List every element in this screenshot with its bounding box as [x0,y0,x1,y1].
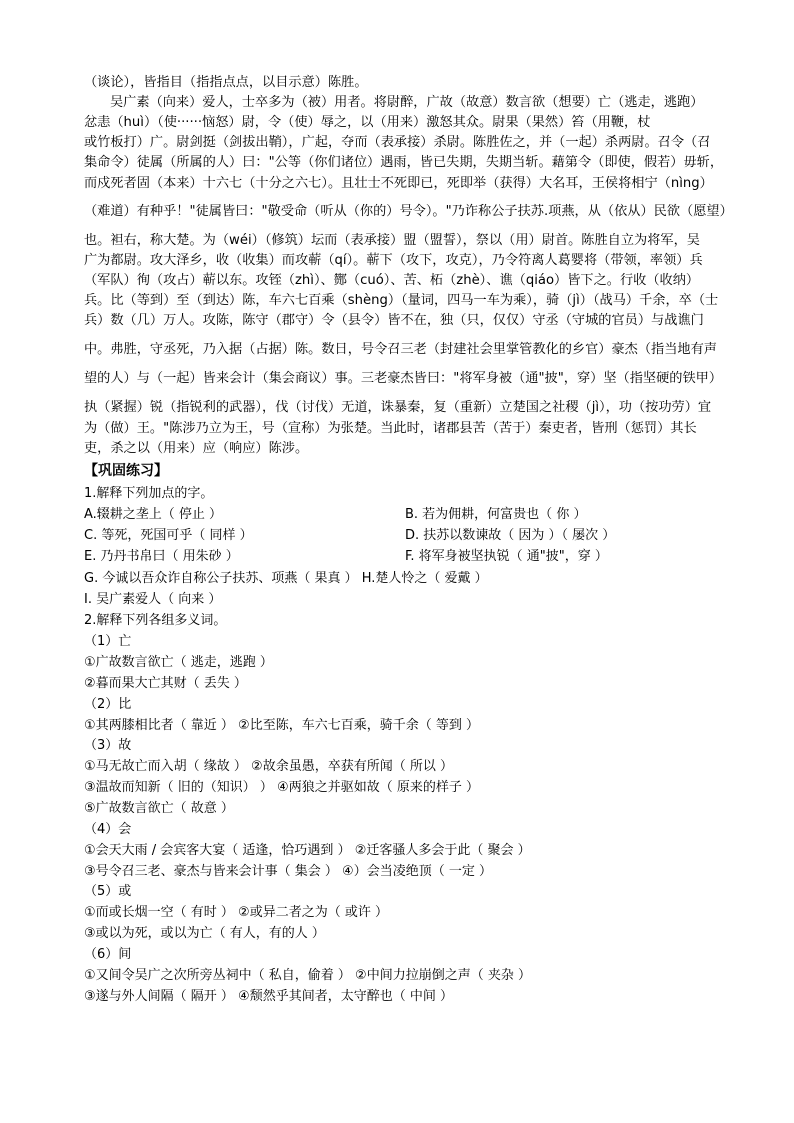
word-meaning-line: ①马无故亡而入胡（ 缘故 ） ②故余虽愚，卒获有所闻（ 所以 ） [84,759,453,775]
question-title: 1.解释下列加点的字。 [84,486,214,501]
word-meaning-line: ⑤广故数言欲亡（ 故意 ） [84,801,234,816]
answer-item: G. 今诚以吾众诈自称公子扶苏、项燕（ 果真 ） H.楚人怜之（ 爱戴 ） [84,571,488,586]
word-meaning-line: ①而或长烟一空（ 有时 ） ②或异二者之为（ 或许 ） [84,905,388,921]
answer-item: C. 等死，死国可乎（ 同样 ） [84,528,253,543]
word-meaning-line: ③遂与外人间隔（ 隔开 ） ④颓然乎其间者，太守醉也（ 中间 ） [84,988,453,1004]
word-group-label: （3）故 [84,738,132,754]
word-group-label: （1）亡 [84,634,132,649]
answer-item: B. 若为佣耕，何富贵也（ 你 ） [405,507,587,522]
word-meaning-line: ①广故数言欲亡（ 逃走，逃跑 ） [84,655,273,670]
word-meaning-line: ②暮而果大亡其财（ 丢失 ） [84,675,247,691]
passage-line: （谈论），皆指目（指指点点，以目示意）陈胜。 [84,75,368,90]
passage-line: 吴广素（向来）爱人，士卒多为（被）用者。将尉醉，广故（故意）数言欲（想要）亡（逃走，逃跑） [110,95,704,110]
passage-line: 执（紧握）锐（指锐利的武器），伐（讨伐）无道，诛暴秦，复（重新）立楚国之社稷（jì），功（按功劳）宜 [84,400,712,415]
passage-line: 而戍死者固（本来）十六七（十分之六七）。且壮士不死即已，死即举（获得）大名耳，王侯将相宁（nìng） [84,176,713,191]
passage-line: 或竹板打）广。尉剑挺（剑拔出鞘），广起，夺而（表承接）杀尉。陈胜佐之，并（一起）杀两尉。召令（召 [84,135,711,150]
passage-line: 兵）数（几）万人。攻陈，陈守（郡守）令（县令）皆不在，独（只，仅仅）守丞（守城的官员）与战谯门 [84,313,704,328]
word-group-label: （6）间 [84,947,132,962]
passage-line: 中。弗胜，守丞死，乃入据（占据）陈。数日，号令召三老（封建社会里掌管教化的乡官）豪杰（指当地有声 [84,342,717,357]
answer-item: A.辍耕之垄上（ 停止 ） [84,507,223,522]
passage-line: 广为都尉。攻大泽乡，收（收集）而攻蕲（qí）。蕲下（攻下，攻克），乃令符离人葛婴将（带领，率领）兵 [84,253,703,268]
word-meaning-line: ③或以为死，或以为亡（ 有人，有的人 ） [84,926,325,942]
passage-line: （军队）徇（攻占）蕲以东。攻铚（zhì）、酂（cuó）、苦、柘（zhè）、谯（qiáo）皆下之。行收（收纳） [84,273,700,288]
answer-item: E. 乃丹书帛曰（ 用朱砂 ） [84,549,239,564]
word-meaning-line: ①会天大雨 / 会宾客大宴（ 适逢，恰巧遇到 ） ②迁客骚人多会于此（ 聚会 ） [84,842,531,858]
passage-line: （难道）有种乎！"徒属皆曰："敬受命（听从（你的）号令）。"乃诈称公子扶苏.项燕，从（依从）民欲（愿望） [84,204,733,219]
word-group-label: （4）会 [84,821,132,837]
word-meaning-line: ③温故而知新（ 旧的（知识） ） ④两狼之并驱如故（ 原来的样子 ） [84,780,479,796]
answer-item: I. 吴广素爱人（ 向来 ） [84,592,222,607]
passage-line: 吏，杀之以（用来）应（响应）陈涉。 [84,441,309,456]
word-meaning-line: ①又间令吴广之次所旁丛祠中（ 私自，偷着 ） ②中间力拉崩倒之声（ 夹杂 ） [84,968,531,983]
word-group-label: （5）或 [84,884,132,900]
answer-item: D. 扶苏以数谏故（ 因为 ）（ 屡次 ） [405,528,616,543]
section-title: 【巩固练习】 [84,463,168,479]
word-group-label: （2）比 [84,696,132,712]
passage-line: 集命令）徒属（所属的人）曰："公等（你们诸位）遇雨，皆已失期，失期当斩。藉第令（即使，假若）毋斩， [84,155,724,170]
passage-line: 忿恚（huì）（使······恼怒）尉，令（使）辱之，以（用来）激怒其众。尉果（果然）笞（用鞭，杖 [84,115,651,130]
passage-line: 望的人）与（一起）皆来会计（集会商议）事。三老豪杰皆曰："将军身被（通"披"，穿）坚（指坚硬的铁甲） [84,371,723,386]
word-meaning-line: ③号令召三老、豪杰与皆来会计事（ 集会 ） ④）会当凌绝顶（ 一定 ） [84,863,492,879]
passage-line: 兵。比（等到）至（到达）陈，车六七百乘（shèng）（量词，四马一车为乘），骑（jì）（战马）千余，卒（士 [84,293,719,308]
question-title: 2.解释下列各组多义词。 [84,613,227,628]
passage-line: 也。袒右，称大楚。为（wéi）（修筑）坛而（表承接）盟（盟誓），祭以（用）尉首。陈胜自立为将军，吴 [84,233,700,248]
word-meaning-line: ①其两膝相比者（ 靠近 ） ②比至陈，车六七百乘，骑千余（ 等到 ） [84,717,479,733]
answer-item: F. 将军身被坚执锐（ 通"披"，穿 ） [405,549,608,564]
passage-line: 为（做）王。"陈涉乃立为王，号（宣称）为张楚。当此时，诸郡县苦（苦于）秦吏者，皆刑（惩罚）其长 [84,421,697,436]
